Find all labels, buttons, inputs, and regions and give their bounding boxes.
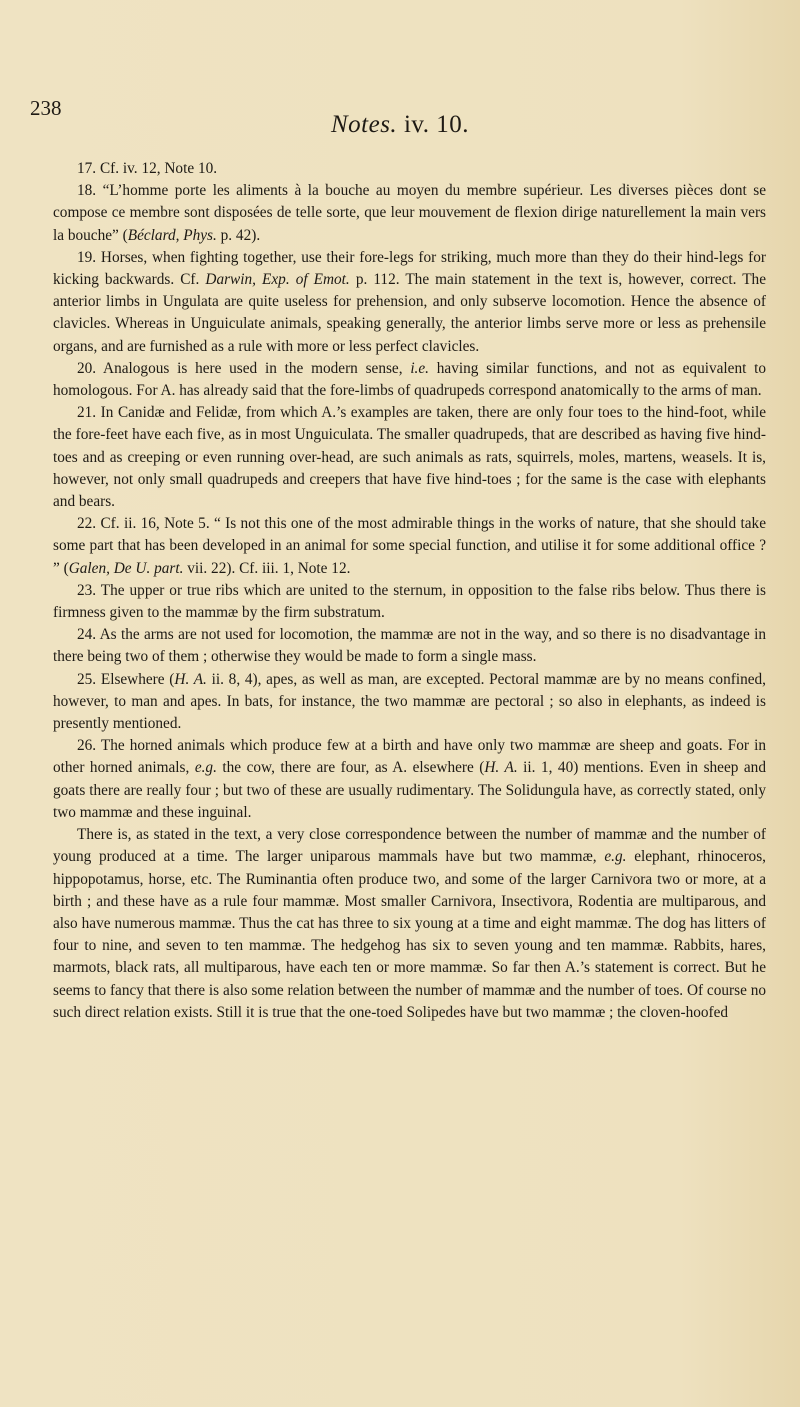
note-citation: i.e. [410,359,430,377]
note-text: p. 112. The main statement in the text is, however, correct. The anterior limbs in Ungulata are quite useless for prehension, and only subserve locomotion. Hence the absence of clavicles. Whereas in Unguiculate animals, speaking generally, the anterior limbs serve more or less as prehensile organs, and are furnished as a rule with more or less perfect clavicles. [53,271,766,355]
note-citation: Darwin, Exp. of Emot. [205,271,350,289]
running-head-reference: iv. 10. [403,111,470,138]
note-paragraph [53,358,766,402]
note-paragraph [53,513,766,580]
note-text: 23. The upper or true ribs which are united to the sternum, in opposition to the false ribs below. Thus there is firmness given to the mammæ by the firm substratum. [53,581,766,622]
note-text: 17. Cf. iv. 12, Note 10. [77,160,218,177]
note-text: having similar functions, and not as equivalent to homologous. For A. has already said that the fore-limbs of quadrupeds correspond anatomically to the arms of man. [53,359,767,400]
page-number: 238 [30,96,62,120]
note-citation: H. A. [174,670,207,688]
note-text: 25. Elsewhere ( [77,670,175,688]
note-paragraph [53,735,766,824]
note-text: 18. “L’homme porte les aliments à la bouche au moyen du membre supérieur. Les diverses pièces dont se compose ce membre sont disposées de telle sorte, que leur mouvement de flexion dirige naturellement la main vers la bouche” ( [53,182,766,244]
note-text: 26. The horned animals which produce few at a birth and have only two mammæ are sheep and goats. For in other horned animals, [53,737,766,777]
notes-body [53,158,766,1024]
note-text: ii. 1, 40) mentions. Even in sheep and goats there are really four ; but two of these are usually rudimentary. The Solidungula have, as correctly stated, only two mammæ and these inguinal. [53,759,766,821]
note-citation: Galen, De U. part. [68,559,184,577]
note-text: p. 42). [216,226,261,244]
note-paragraph [53,669,766,736]
note-text: There is, as stated in the text, a very close correspondence between the number of mammæ and the number of young produced at a time. The larger uniparous mammals have but two mammæ, [53,826,766,866]
note-paragraph [53,402,766,513]
note-text: vii. 22). Cf. iii. 1, Note 12. [183,559,351,577]
note-text: 20. Analogous is here used in the modern sense, [77,359,411,377]
note-citation: Béclard, Phys. [127,226,217,244]
note-text: elephant, rhinoceros, hippopotamus, horse, etc. The Ruminantia often produce two, and some of the larger Carnivora two or more, at a birth ; and these have as a rule four mammæ. Most smaller Carnivora, Insectivora, Rodentia are multiparous, and also have numerous mammæ. Thus the cat has three to six young at a time and eight mammæ. The dog has litters of four to nine, and seven to ten mammæ. The hedgehog has six to seven young and ten mammæ. Rabbits, hares, marmots, black rats, all multiparous, have each ten or more mammæ. So far then A.’s statement is correct. But he seems to fancy that there is also some relation between the number of mammæ and the number of toes. Of course no such direct relation exists. Still it is true that the one-toed Solipedes have but two mammæ ; the cloven-hoofed [53,848,766,1021]
note-text: the cow, there are four, as A. elsewhere ( [216,759,485,777]
note-text: 21. In Canidæ and Felidæ, from which A.’s examples are taken, there are only four toes to the hind-foot, while the fore-feet have each five, as in most Unguiculata. The smaller quadrupeds, that are described as having five hind-toes and as creeping or even running over-head, are such animals as rats, squirrels, moles, martens, weasels. It is, however, not only small quadrupeds and creepers that have five hind-toes ; for the same is the case with elephants and bears. [53,404,766,511]
note-paragraph [53,580,766,624]
note-paragraph [53,158,766,180]
note-citation: e.g. [194,759,217,777]
note-text: 22. Cf. ii. 16, Note 5. “ Is not this one of the most admirable things in the works of nature, that she should take some part that has been developed in an animal for some special function, and utilise it for some additional office ? ” ( [53,515,766,577]
note-text: ii. 8, 4), apes, as well as man, are excepted. Pectoral mammæ are by no means confined, however, to man and apes. In bats, for instance, the two mammæ are pectoral ; so also in elephants, as indeed is presently mentioned. [53,670,766,733]
note-paragraph [53,180,766,247]
note-paragraph [53,824,766,1024]
running-head [0,111,800,139]
note-citation: H. A. [484,759,518,777]
running-head-title: Notes. [330,111,398,138]
note-text: 24. As the arms are not used for locomotion, the mammæ are not in the way, and so there is no disadvantage in there being two of them ; otherwise they would be made to form a single mass. [53,626,766,666]
note-paragraph [53,247,766,358]
note-paragraph [53,624,766,668]
note-text: 19. Horses, when fighting together, use their fore-legs for striking, much more than they do their hind-legs for kicking backwards. Cf. [53,248,766,289]
note-citation: e.g. [604,848,627,866]
